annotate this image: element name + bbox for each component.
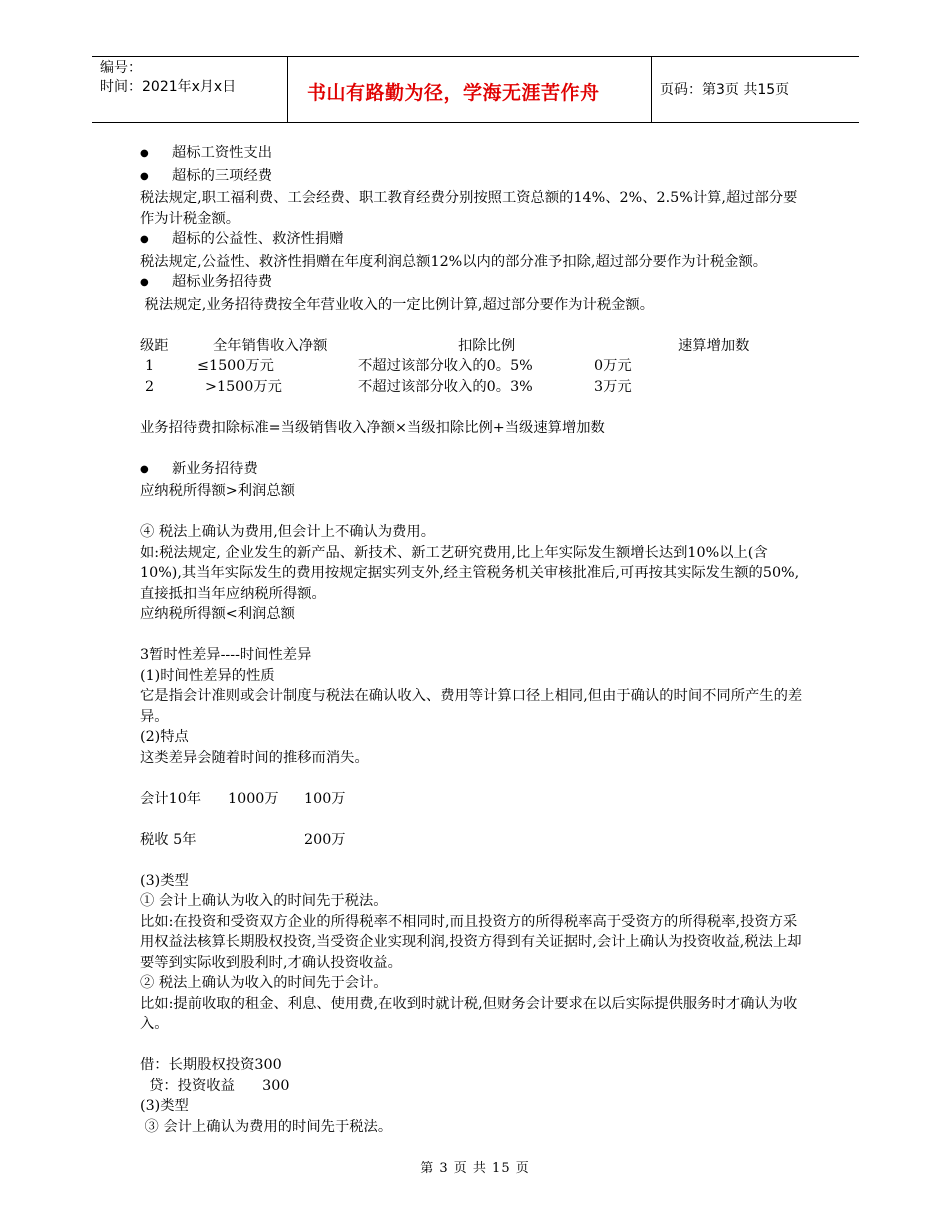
paragraph: 税法规定,职工福利费、工会经费、职工教育经费分别按照工资总额的14%、2%、2.5%计算,超过部分要作为计税金额。: [140, 190, 798, 227]
paragraph: 比如:提前收取的租金、利息、使用费,在收到时就计税,但财务会计要求在以后实际提供服务时才确认为收入。: [140, 995, 798, 1032]
paragraph: 如:税法规定, 企业发生的新产品、新技术、新工艺研究费用,比上年实际发生额增长达到10%以上(含10%),其当年实际发生的费用按规定据实列支外,经主管税务机关审核批准后,可再按其实际发生额的50%,直接抵扣当年应纳税所得额。: [140, 544, 800, 602]
bullet-item: ● 新业务招待费: [140, 459, 808, 482]
paragraph: 这类差异会随着时间的推移而消失。: [140, 749, 369, 766]
paragraph: 它是指会计准则或会计制度与税法在确认收入、费用等计算口径上相同,但由于确认的时间不同所产生的差异。: [140, 688, 803, 725]
paragraph: ④ 税法上确认为费用,但会计上不确认为费用。: [140, 524, 436, 540]
paragraph: 税法规定,公益性、救济性捐赠在年度利润总额12%以内的部分准予扣除,超过部分要作为计税金额。: [140, 253, 768, 270]
table-header-cell: 扣除比例: [458, 337, 516, 354]
table-cell: 0万元: [594, 358, 632, 374]
document-number-label: 编号：: [100, 60, 142, 76]
paragraph: ① 会计上确认为收入的时间先于税法。: [140, 893, 388, 909]
table-header-cell: 全年销售收入净额: [213, 337, 328, 354]
table-header-cell: 速算增加数: [678, 337, 750, 354]
bullet-item: ● 超标业务招待费: [140, 272, 808, 295]
paragraph: ② 税法上确认为收入的时间先于会计。: [140, 975, 388, 991]
journal-entry-credit: 贷：投资收益 300: [140, 1077, 290, 1094]
table-cell: >1500万元: [205, 378, 282, 395]
header-divider-right: [651, 56, 652, 122]
table-row: [140, 356, 808, 377]
table-cell: 不超过该部分收入的0。5%: [358, 358, 533, 374]
bullet-icon: [140, 143, 172, 166]
journal-entry-debit: 借：长期股权投资300: [140, 1057, 282, 1073]
paragraph: ③ 会计上确认为费用的时间先于税法。: [140, 1118, 393, 1135]
table-cell: 不超过该部分收入的0。3%: [358, 378, 533, 395]
example-row-accounting: 会计10年 1000万 100万: [140, 790, 346, 807]
document-body: [140, 143, 808, 1137]
bullet-item: ● 超标的公益性、救济性捐赠: [140, 229, 808, 252]
formula: 业务招待费扣除标准=当级销售收入净额×当级扣除比例+当级速算增加数: [140, 419, 605, 436]
bullet-icon: [140, 229, 172, 252]
bullet-icon: [140, 272, 172, 295]
bullet-icon: [140, 166, 172, 189]
header-divider-left: [287, 56, 288, 122]
paragraph: 税法规定,业务招待费按全年营业收入的一定比例计算,超过部分要作为计税金额。: [140, 296, 655, 313]
sub-heading: (3)类型: [140, 872, 189, 889]
table-cell: ≤1500万元: [197, 358, 274, 374]
document-time: 时间：2021年x月x日: [100, 79, 237, 95]
paragraph: 应纳税所得额<利润总额: [140, 606, 295, 622]
section-heading: 3暂时性差异----时间性差异: [140, 647, 312, 663]
table-row: [140, 377, 808, 398]
header-motto: 书山有路勤为径，学海无涯苦作舟: [307, 82, 600, 104]
sub-heading: (3)类型: [140, 1098, 189, 1114]
header-top-rule: [92, 56, 859, 57]
sub-heading: (2)特点: [140, 729, 189, 745]
table-cell: 2: [145, 378, 155, 395]
paragraph: 应纳税所得额>利润总额: [140, 483, 295, 499]
header-page-info: 页码：第3页 共15页: [660, 82, 790, 98]
table-cell: 1: [145, 358, 155, 374]
bullet-item: ● 超标的三项经费: [140, 166, 808, 189]
bullet-icon: [140, 459, 172, 482]
example-row-tax: 税收 5年 200万: [140, 831, 346, 848]
table-header-cell: 级距: [140, 337, 169, 354]
header-bottom-rule: [92, 122, 859, 123]
table-cell: 3万元: [594, 378, 632, 395]
paragraph: 比如:在投资和受资双方企业的所得税率不相同时,而且投资方的所得税率高于受资方的所得税率,投资方采用权益法核算长期股权投资,当受资企业实现利润,投资方得到有关证据时,会计上确认为投资收益,税法上却要等到实际收到股利时,才确认投资收益。: [140, 913, 802, 971]
table-header-row: [140, 336, 808, 357]
bullet-item: ● 超标工资性支出: [140, 143, 808, 166]
page-footer: 第 3 页 共 15 页: [420, 1161, 530, 1176]
sub-heading: (1)时间性差异的性质: [140, 667, 275, 684]
